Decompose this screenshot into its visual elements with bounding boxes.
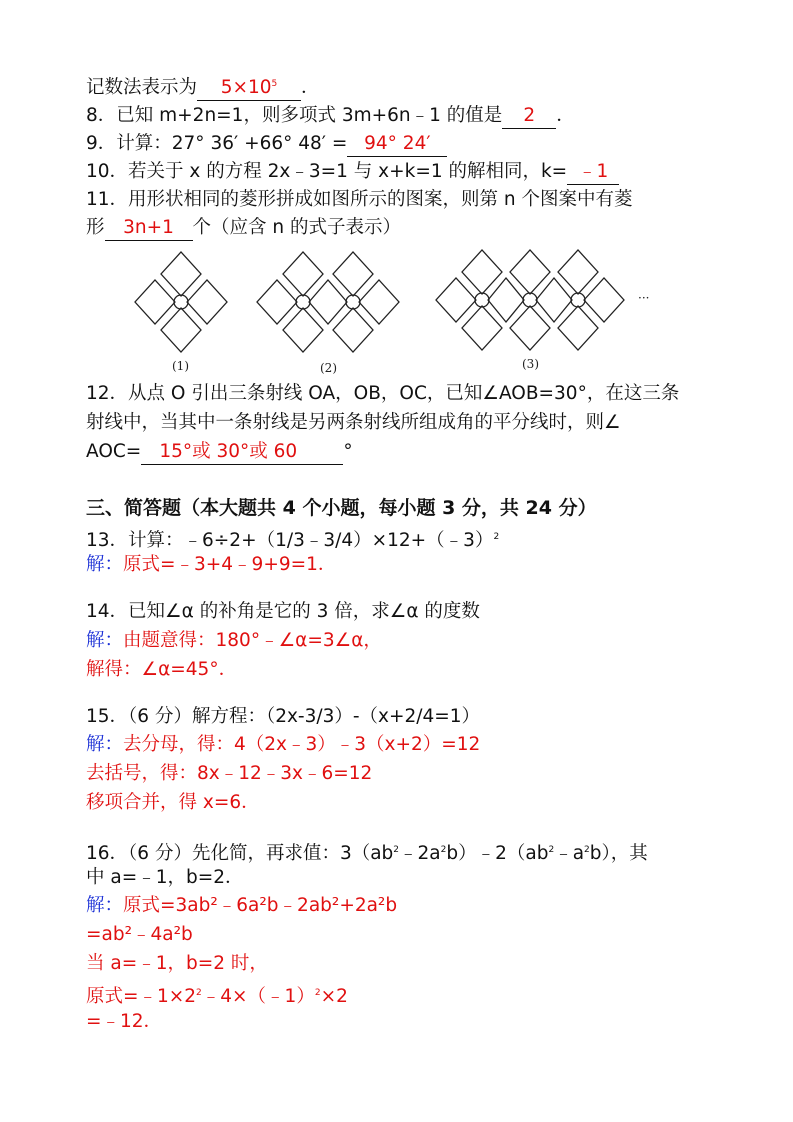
pattern-1-caption: (1)	[172, 359, 189, 373]
q15-solution-1	[86, 731, 480, 759]
q8-text: 8．已知 m+2n=1，则多项式 3m+6n﹣1 的值是	[86, 105, 503, 126]
q16-solution-4-part-c: ×2	[320, 986, 348, 1007]
pattern-2	[257, 252, 399, 352]
q9-line	[86, 130, 447, 158]
q7-suffix: ．	[301, 77, 320, 98]
q8-line	[86, 102, 575, 130]
q14-solution-label: 解：	[86, 630, 124, 651]
q16-solution-4-exp-1: 2	[196, 988, 202, 998]
q16-exp-3: 2	[548, 845, 555, 855]
q16-solution-4	[86, 979, 348, 1011]
q11-line2-prefix: 形	[86, 217, 105, 238]
q16-question-part-a: 16．（6 分）先化简，再求值：3（ab	[86, 843, 394, 864]
q16-solution-2: =ab²﹣4a²b	[86, 924, 193, 945]
q11-line2-suffix: 个（应含 n 的式子表示）	[192, 217, 402, 238]
q16-solution-3: 当 a=﹣1，b=2 时，	[86, 953, 268, 974]
q7-answer: 5×10	[220, 77, 272, 98]
q11-line1: 11．用形状相同的菱形拼成如图所示的图案，则第 n 个图案中有菱	[86, 189, 633, 210]
q16-exp-4: 2	[584, 845, 590, 855]
q9-answer: 94° 24′	[364, 133, 431, 154]
q16-question-part-c: b）﹣2（ab	[446, 843, 549, 864]
q8-suffix: ．	[556, 105, 575, 126]
q16-solution-1	[86, 892, 397, 920]
q12-line3-prefix: AOC=	[86, 441, 142, 462]
q12-answer-blank	[141, 440, 343, 465]
q16-exp-2: 2	[440, 845, 447, 855]
pattern-3-caption: (3)	[522, 357, 539, 371]
q16-question-line2: 中 a=﹣1，b=2．	[86, 867, 244, 888]
q13-question-text: 13．计算：﹣6÷2+（1/3﹣3/4）×12+（﹣3）	[86, 530, 494, 551]
q7-answer-exponent: 5	[271, 79, 278, 89]
q8-answer: 2	[523, 105, 536, 126]
q12-line3-suffix: °	[343, 441, 353, 462]
q15-solution-label: 解：	[86, 734, 124, 755]
q10-answer: ﹣1	[578, 161, 609, 182]
q16-question-part-d: ﹣a	[554, 843, 585, 864]
q7-line	[86, 72, 320, 102]
q14-solution-2: 解得：∠α=45°．	[86, 659, 238, 680]
q10-text: 10．若关于 x 的方程 2x﹣3=1 与 x+k=1 的解相同，k=	[86, 161, 568, 182]
q15-solution-3: 移项合并，得 x=6．	[86, 792, 260, 813]
pattern-2-caption: (2)	[320, 361, 337, 375]
pattern-3	[436, 250, 624, 350]
q13-solution-label: 解：	[86, 554, 124, 575]
q11-line2	[86, 214, 401, 242]
q12-line3	[86, 438, 353, 466]
q16-solution-4-part-a: 原式=﹣1×2	[86, 986, 197, 1007]
q7-prefix: 记数法表示为	[86, 77, 198, 98]
q13-solution	[86, 551, 336, 579]
section-3-title: 三、简答题（本大题共 4 个小题，每小题 3 分，共 24 分）	[86, 497, 597, 519]
q16-solution-label: 解：	[86, 895, 124, 916]
q10-line	[86, 158, 619, 186]
q9-answer-blank	[347, 132, 447, 157]
q13-question-exponent: 2	[493, 532, 500, 542]
q16-exp-1: 2	[393, 845, 400, 855]
q12-line2: 射线中，当其中一条射线是另两条射线所组成角的平分线时，则∠	[86, 412, 621, 433]
q16-solution-text-1: 原式=3ab²﹣6a²b﹣2ab²+2a²b	[123, 895, 398, 916]
rhombus-pattern-figure	[130, 240, 660, 380]
q15-solution-text-1: 去分母，得：4（2x﹣3）﹣3（x+2）=12	[123, 734, 481, 755]
q13-solution-text: 原式=﹣3+4﹣9+9=1．	[123, 554, 337, 575]
q8-answer-blank	[502, 104, 556, 129]
pattern-ellipsis: ···	[638, 291, 650, 305]
q16-solution-5: =﹣12．	[86, 1011, 163, 1032]
pattern-1	[135, 252, 227, 352]
q14-solution-1	[86, 627, 382, 655]
q12-answer: 15°或 30°或 60	[159, 441, 298, 462]
q14-solution-text-1: 由题意得：180°﹣∠α=3∠α，	[123, 630, 382, 651]
q14-question: 14．已知∠α 的补角是它的 3 倍，求∠α 的度数	[86, 601, 480, 622]
q11-answer: 3n+1	[123, 217, 174, 238]
q16-solution-4-exp-2: 2	[314, 988, 321, 998]
q16-question-part-e: b），其	[589, 843, 648, 864]
q15-question: 15．（6 分）解方程：（2x-3/3）-（x+2/4=1）	[86, 706, 481, 727]
q7-answer-blank	[197, 72, 301, 101]
q10-answer-blank	[567, 160, 619, 185]
q9-text: 9．计算：27° 36′ +66° 48′ =	[86, 133, 348, 154]
q16-question-part-b: ﹣2a	[399, 843, 441, 864]
q11-answer-blank	[105, 216, 193, 241]
q16-solution-4-part-b: ﹣4×（﹣1）	[201, 986, 315, 1007]
q15-solution-2: 去括号，得：8x﹣12﹣3x﹣6=12	[86, 763, 373, 784]
q12-line1: 12．从点 O 引出三条射线 OA，OB，OC，已知∠AOB=30°，在这三条	[86, 383, 680, 404]
